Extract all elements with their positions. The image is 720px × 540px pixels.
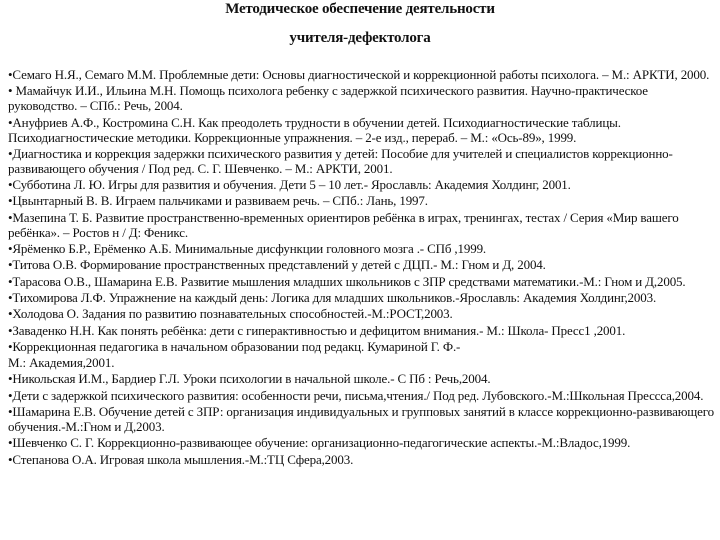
reference-item: •Титова О.В. Формирование пространственных представлений у детей с ДЦП.- М.: Гном и Д, 2004. [8,257,546,273]
reference-item: •Цвынтарный В. В. Играем пальчиками и развиваем речь. – СПб.: Лань, 1997. [8,193,428,209]
reference-item: •Субботина Л. Ю. Игры для развития и обучения. Дети 5 – 10 лет.- Ярославль: Академия Холдинг, 2001. [8,177,571,193]
reference-item: •Дети с задержкой психического развития: особенности речи, письма,чтения./ Под ред. Лубовского.-М.:Школьная Прессса,2004. [8,387,704,403]
reference-item: •Коррекционная педагогика в начальном образовании под редакц. Кумариной Г. Ф.- [8,338,461,354]
reference-item: •Тихомирова Л.Ф. Упражнение на каждый день: Логика для младших школьников.-Ярославль: Академия Холдинг,2003. [8,289,657,305]
page-title-line-1: Методическое обеспечение деятельности [225,1,495,17]
reference-item: •Мазепина Т. Б. Развитие пространственно-временных ориентиров ребёнка в играх, тренингах, тестах / Серия «Мир вашего ребёнка». – Ростов н / Д: Феникс. [8,209,679,240]
page-title-line-2: учителя-дефектолога [289,30,431,46]
reference-item: •Заваденко Н.Н. Как понять ребёнка: дети с гиперактивностью и дефицитом внимания.- М.: Школа- Пресс1 ,2001. [8,322,626,338]
reference-item-continuation: М.: Академия,2001. [8,355,115,371]
reference-item: •Холодова О. Задания по развитию познавательных способностей.-М.:РОСТ,2003. [8,306,453,322]
reference-item: •Семаго Н.Я., Семаго М.М. Проблемные дети: Основы диагностической и коррекционной работы психолога. – М.: АРКТИ, 2000. [8,67,710,82]
reference-item: •Диагностика и коррекция задержки психического развития у детей: Пособие для учителей и специалистов коррекционно-развивающего обучения / Под ред. С. Г. Шевченко. – М.: АРКТИ, 2001. [8,145,673,176]
reference-item: •Шамарина Е.В. Обучение детей с ЗПР: организация индивидуальных и групповых занятий в классе коррекционно-развивающего обучения.-М.:Гном и Д,2003. [8,404,714,435]
reference-item: •Ярёменко Б.Р., Ерёменко А.Б. Минимальные дисфункции головного мозга .- СПб ,1999. [8,241,487,257]
reference-item: •Степанова О.А. Игровая школа мышления.-М.:ТЦ Сфера,2003. [8,451,354,467]
reference-item: •Ануфриев А.Ф., Костромина С.Н. Как преодолеть трудности в обучении детей. Психодиагностические таблицы. Психодиагностические методики. Коррекционные упражнения. – 2-е изд., перераб. – М.: «Ось-89», 1999. [8,114,621,145]
reference-item: •Шевченко С. Г. Коррекционно-развивающее обучение: организационно-педагогические аспекты.-М.:Владос,1999. [8,435,631,451]
reference-item: • Мамайчук И.И., Ильина М.Н. Помощь психолога ребенку с задержкой психического развития. Научно-практическое руководство. – СПб.: Речь, 2004. [8,83,648,114]
reference-item: •Никольская И.М., Бардиер Г.Л. Уроки психологии в начальной школе.- С Пб : Речь,2004. [8,371,491,387]
reference-list [8,67,714,468]
reference-item: •Тарасова О.В., Шамарина Е.В. Развитие мышления младших школьников с ЗПР средствами математики.-М.: Гном и Д,2005. [8,273,686,289]
